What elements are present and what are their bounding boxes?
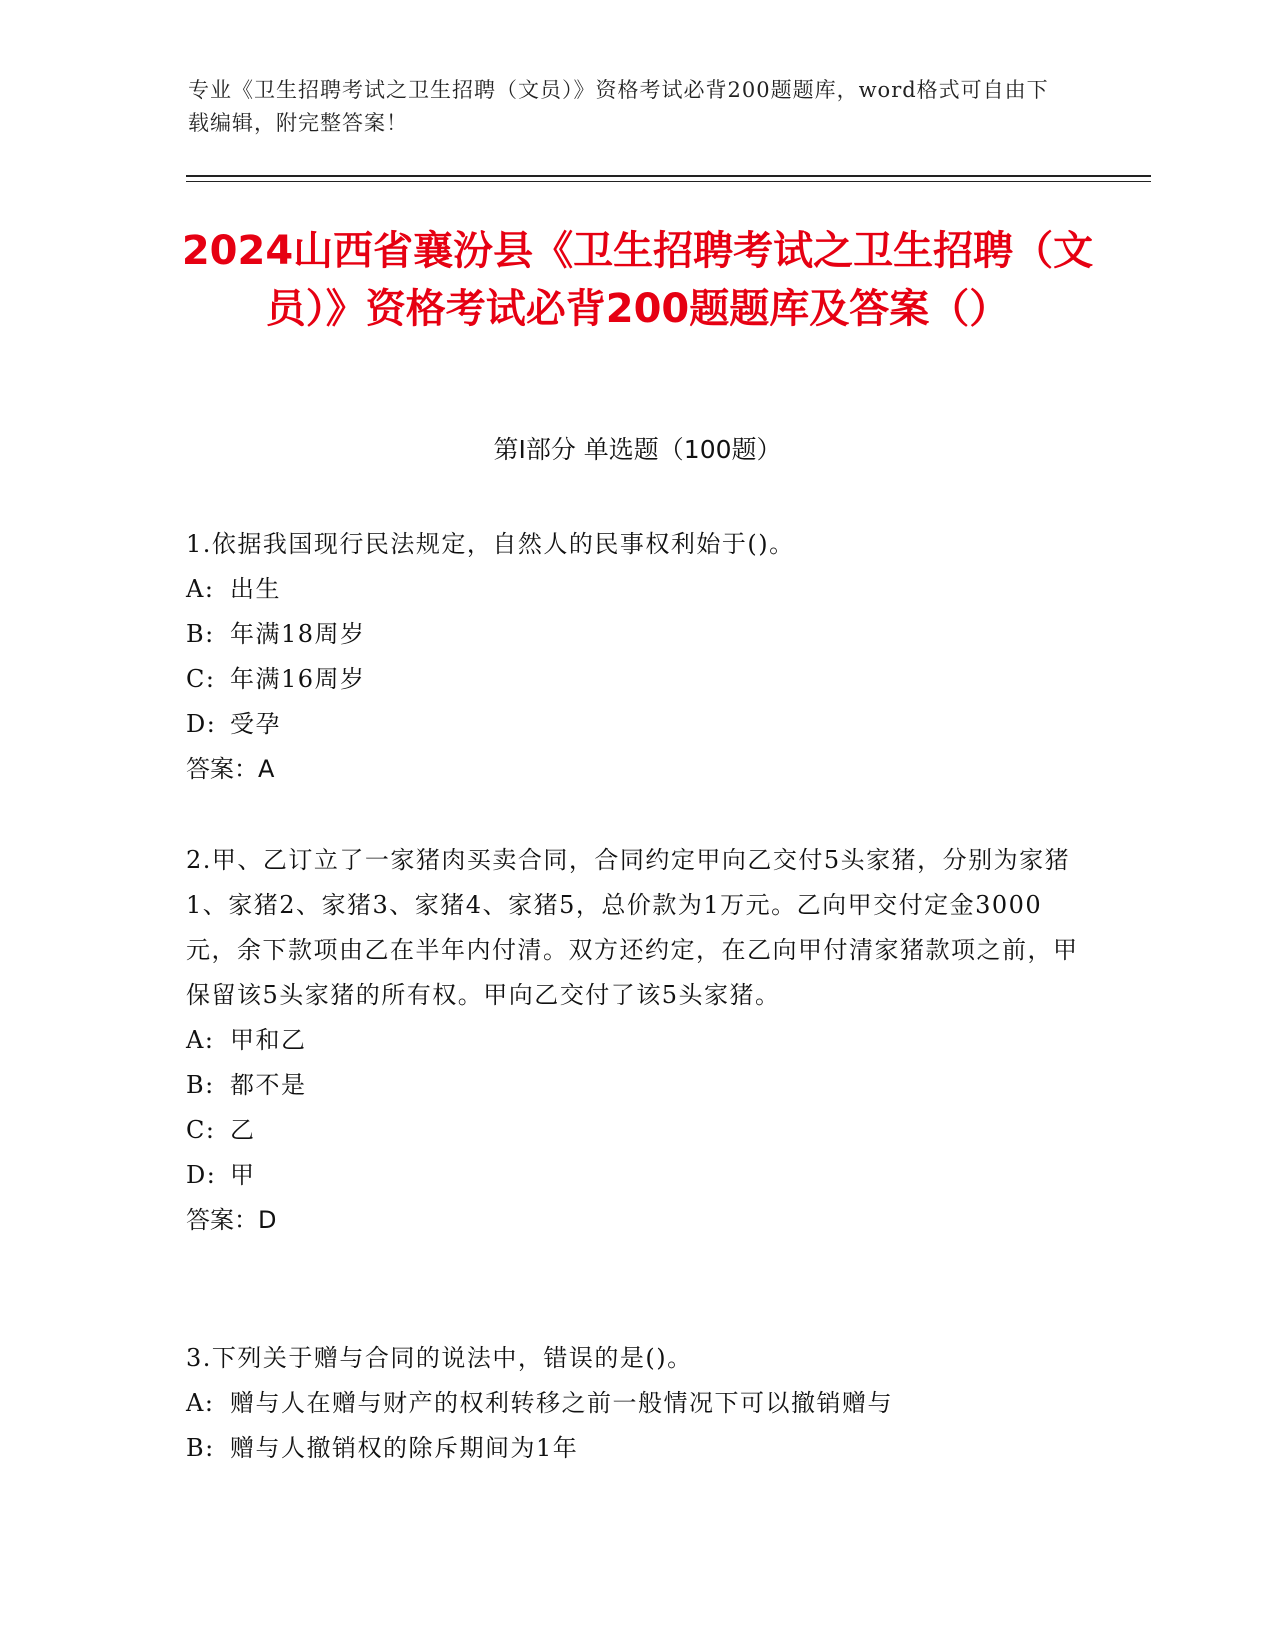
question-3 — [186, 1336, 1086, 1471]
option-text: 甲和乙 — [230, 1026, 307, 1054]
option-a — [186, 1381, 1086, 1426]
answer-line: 答案：D — [186, 1206, 277, 1234]
option-d — [186, 702, 1086, 747]
option-b — [186, 1063, 1086, 1108]
option-text: 赠与人撤销权的除斥期间为1年 — [230, 1434, 579, 1462]
header-note: 专业《卫生招聘考试之卫生招聘（文员）》资格考试必背200题题库，word格式可自由下载编辑，附完整答案！ — [188, 78, 1049, 135]
question-stem: 2.甲、乙订立了一家猪肉买卖合同，合同约定甲向乙交付5头家猪，分别为家猪1、家猪2、家猪3、家猪4、家猪5，总价款为1万元。乙向甲交付定金3000元，余下款项由乙在半年内付清。双方还约定，在乙向甲付清家猪款项之前，甲保留该5头家猪的所有权。甲向乙交付了该5头家猪。 — [186, 846, 1079, 1009]
option-text: 都不是 — [230, 1071, 307, 1099]
answer-line: 答案：A — [186, 755, 275, 783]
option-a — [186, 567, 1086, 612]
option-d — [186, 1153, 1086, 1198]
header-divider-thin — [186, 181, 1151, 182]
option-letter: D: — [186, 710, 217, 738]
option-letter: A: — [186, 575, 215, 603]
option-text: 乙 — [230, 1116, 256, 1144]
option-text: 甲 — [230, 1161, 256, 1189]
option-letter: C: — [186, 665, 216, 693]
question-stem: 3.下列关于赠与合同的说法中，错误的是()。 — [186, 1344, 693, 1372]
option-c — [186, 657, 1086, 702]
option-letter: B: — [186, 1071, 215, 1099]
header-divider-thick — [186, 175, 1151, 177]
option-b — [186, 1426, 1086, 1471]
option-text: 年满18周岁 — [230, 620, 366, 648]
option-text: 年满16周岁 — [230, 665, 366, 693]
option-letter: A: — [186, 1026, 215, 1054]
question-stem: 1.依据我国现行民法规定，自然人的民事权利始于()。 — [186, 530, 795, 558]
option-letter: A: — [186, 1389, 215, 1417]
option-b — [186, 612, 1086, 657]
option-letter: B: — [186, 620, 215, 648]
option-text: 受孕 — [230, 710, 281, 738]
question-1 — [186, 522, 1086, 792]
option-c — [186, 1108, 1086, 1153]
option-letter: C: — [186, 1116, 216, 1144]
document-title: 2024山西省襄汾县《卫生招聘考试之卫生招聘（文员）》资格考试必背200题题库及答案（） — [181, 228, 1094, 332]
section-heading: 第Ⅰ部分 单选题（100题） — [493, 435, 782, 464]
option-text: 赠与人在赠与财产的权利转移之前一般情况下可以撤销赠与 — [230, 1389, 893, 1417]
option-text: 出生 — [230, 575, 281, 603]
option-letter: D: — [186, 1161, 217, 1189]
option-a — [186, 1018, 1086, 1063]
option-letter: B: — [186, 1434, 215, 1462]
question-2 — [186, 838, 1086, 1243]
